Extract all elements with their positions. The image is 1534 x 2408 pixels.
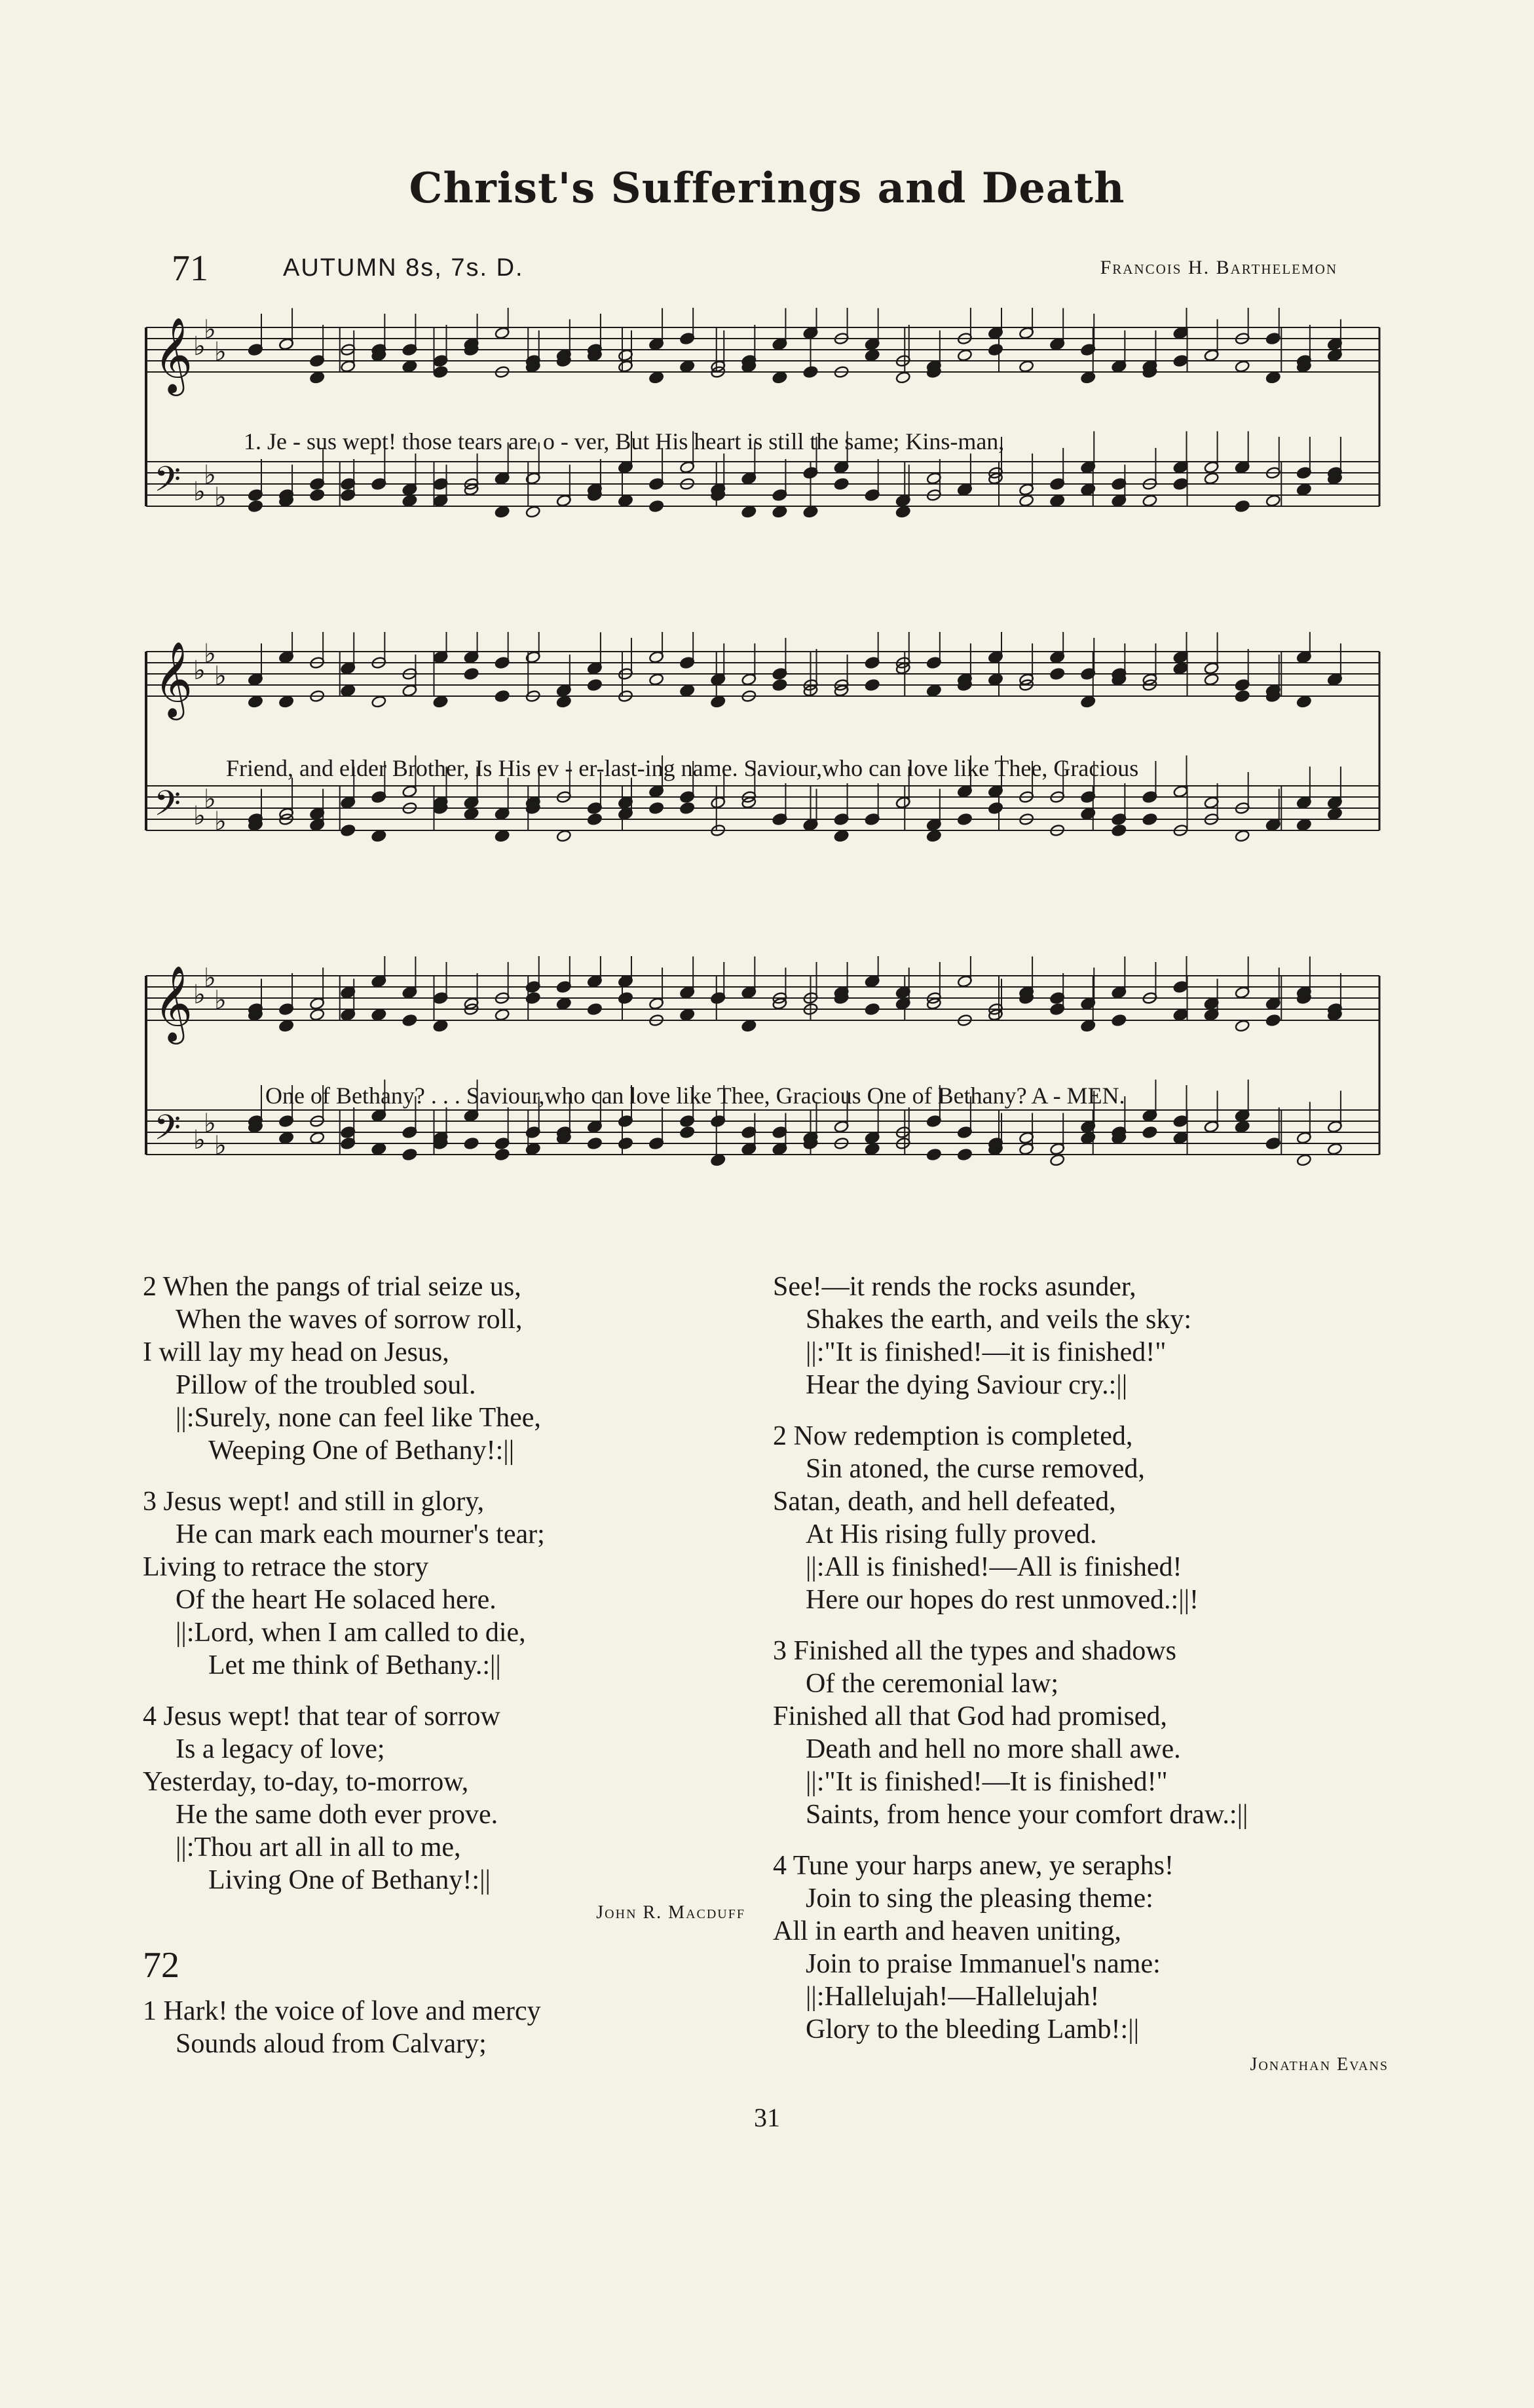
- verse: 3 Jesus wept! and still in glory, He can mark each mourner's tear; Living to retrace the story Of the heart He solaced here. ||:Lord, when I am called to die, Let me think of Bethany.:||: [143, 1487, 545, 1680]
- svg-text:♭: ♭: [204, 314, 216, 345]
- left-column: [143, 1270, 745, 2079]
- hymn-number: 71: [172, 248, 208, 289]
- svg-text:𝄞: 𝄞: [154, 965, 193, 1041]
- svg-text:♭: ♭: [214, 661, 227, 692]
- author-attribution: John R. Macduff: [596, 1902, 745, 1923]
- author-attribution: Jonathan Evans: [1250, 2054, 1389, 2075]
- verse: 1 Hark! the voice of love and mercy Sounds aloud from Calvary;: [143, 1996, 541, 2059]
- page-title: Christ's Sufferings and Death: [409, 164, 1125, 213]
- svg-text:♭: ♭: [193, 980, 206, 1010]
- svg-text:♭: ♭: [204, 1108, 216, 1139]
- verse: 3 Finished all the types and shadows Of the ceremonial law; Finished all that God had promised, Death and hell no more shall awe. ||:"It is finished!—It is finished!" Saints, from hence your comfort draw.:||: [773, 1636, 1248, 1830]
- svg-text:♭: ♭: [214, 1130, 227, 1161]
- lyric-line: One of Bethany? . . . Saviour,who can love like Thee, Gracious One of Bethany? A - MEN.: [265, 1083, 1125, 1109]
- right-column: [773, 1270, 1389, 2081]
- page-number: 31: [754, 2103, 780, 2132]
- svg-text:♭: ♭: [204, 784, 216, 815]
- svg-text:♭: ♭: [214, 337, 227, 367]
- svg-text:𝄢: 𝄢: [154, 460, 181, 508]
- svg-text:𝄢: 𝄢: [154, 784, 181, 832]
- svg-text:♭: ♭: [193, 477, 206, 507]
- lyric-line: Friend, and elder Brother, Is His ev - er-last-ing name. Saviour,who can love like Thee, Gracious: [226, 755, 1139, 781]
- composer: Francois H. Barthelemon: [1100, 257, 1338, 278]
- tune-name: AUTUMN 8s, 7s. D.: [283, 254, 524, 282]
- hymn-71-header: [172, 248, 1338, 287]
- svg-text:♭: ♭: [193, 1125, 206, 1155]
- verse: 2 When the pangs of trial seize us, When the waves of sorrow roll, I will lay my head on Jesus, Pillow of the troubled soul. ||:Surely, none can feel like Thee, Weeping One of Bethany!:||: [143, 1272, 541, 1466]
- lyric-line: 1. Je - sus wept! those tears are o - ver, But His heart is still the same; Kins-man,: [244, 428, 1005, 454]
- music-system-2: [141, 632, 1382, 900]
- svg-text:♭: ♭: [204, 460, 216, 491]
- svg-text:♭: ♭: [214, 482, 227, 513]
- svg-text:♭: ♭: [193, 656, 206, 686]
- svg-text:𝄞: 𝄞: [154, 316, 193, 393]
- svg-text:𝄞: 𝄞: [154, 640, 193, 717]
- verse: 4 Tune your harps anew, ye seraphs! Join to sing the pleasing theme: All in earth and heaven uniting, Join to praise Immanuel's name: ||:Hallelujah!—Hallelujah! Glory to the bleeding Lamb!:||: [773, 1851, 1174, 2045]
- hymn-number: 72: [143, 1945, 179, 1986]
- verse: 2 Now redemption is completed, Sin atoned, the curse removed, Satan, death, and hell defeated, At His rising fully proved. ||:All is finished!—All is finished! Here our hopes do rest unmoved.:||!: [773, 1421, 1199, 1615]
- svg-text:♭: ♭: [204, 963, 216, 993]
- svg-text:𝄢: 𝄢: [154, 1108, 181, 1157]
- verse: 4 Jesus wept! that tear of sorrow Is a legacy of love; Yesterday, to-day, to-morrow, He the same doth ever prove. ||:Thou art all in all to me, Living One of Bethany!:||: [143, 1701, 500, 1895]
- svg-text:♭: ♭: [214, 985, 227, 1016]
- music-system-3: [141, 956, 1382, 1225]
- svg-text:♭: ♭: [204, 639, 216, 669]
- svg-text:♭: ♭: [193, 801, 206, 831]
- svg-text:♭: ♭: [193, 331, 206, 361]
- svg-text:♭: ♭: [214, 806, 227, 837]
- music-system-1: [141, 308, 1382, 576]
- verse: See!—it rends the rocks asunder, Shakes the earth, and veils the sky: ||:"It is finished!—it is finished!" Hear the dying Saviour cry.:||: [773, 1272, 1192, 1400]
